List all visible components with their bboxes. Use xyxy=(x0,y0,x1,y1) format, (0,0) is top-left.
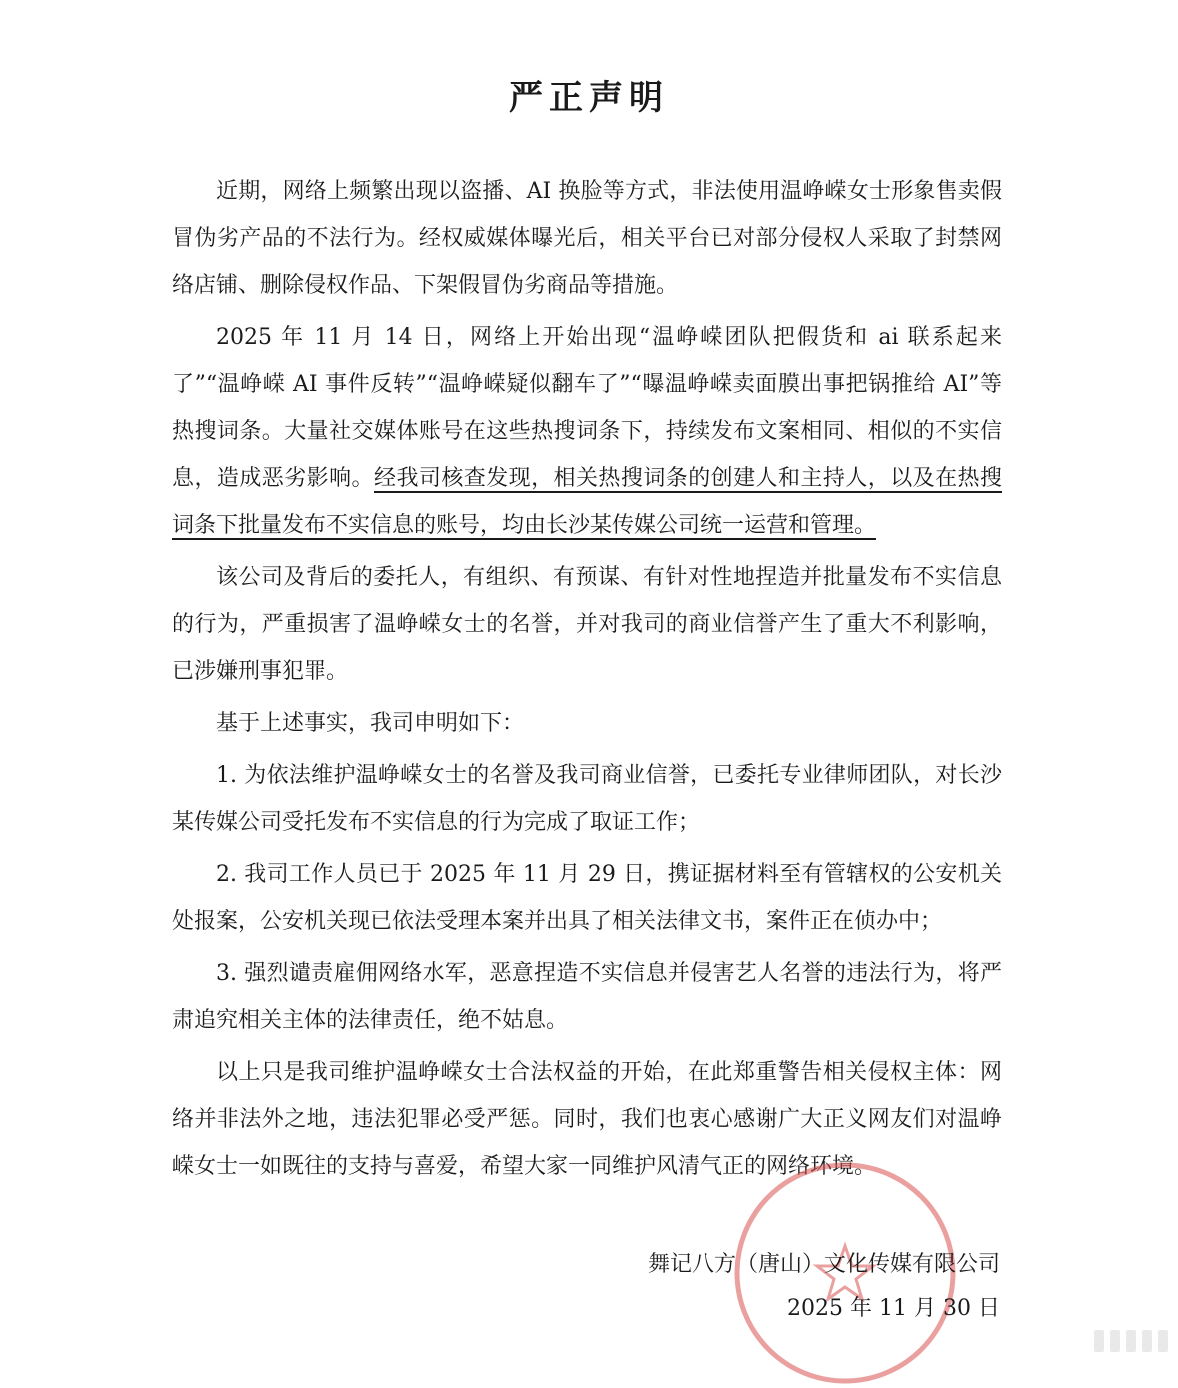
signature-date: 2025 年 11 月 30 日 xyxy=(787,1296,1000,1321)
watermark-icon xyxy=(1094,1330,1168,1352)
document-body xyxy=(172,168,1002,1190)
document-title: 严正声明 xyxy=(509,78,669,118)
declaration-item-1: 1. 为依法维护温峥嵘女士的名誉及我司商业信誉，已委托专业律师团队，对长沙某传媒公司受托发布不实信息的行为完成了取证工作； xyxy=(172,763,1002,835)
paragraph-declaration-lead: 基于上述事实，我司申明如下： xyxy=(216,711,525,736)
signature-company: 舞记八方（唐山）文化传媒有限公司 xyxy=(647,1252,1000,1277)
declaration-item-2: 2. 我司工作人员已于 2025 年 11 月 29 日，携证据材料至有管辖权的公安机关处报案，公安机关现已依法受理本案并出具了相关法律文书，案件正在侦办中； xyxy=(172,862,1002,934)
signature-block xyxy=(648,1243,1000,1331)
paragraph-incident xyxy=(172,314,1002,549)
paragraph-incident-text: 2025 年 11 月 14 日，网络上开始出现“温峥嵘团队把假货和 ai 联系起来了”“温峥嵘 AI 事件反转”“温峥嵘疑似翻车了”“曝温峥嵘卖面膜出事把锅推给 AI”等热搜词条。大量社交媒体账号在这些热搜词条下，持续发布文案相同、相似的不实信息，造成恶劣影响。 xyxy=(172,325,1002,491)
paragraph-accusation: 该公司及背后的委托人，有组织、有预谋、有针对性地捏造并批量发布不实信息的行为，严重损害了温峥嵘女士的名誉，并对我司的商业信誉产生了重大不利影响，已涉嫌刑事犯罪。 xyxy=(172,565,1002,684)
paragraph-closing: 以上只是我司维护温峥嵘女士合法权益的开始，在此郑重警告相关侵权主体：网络并非法外之地，违法犯罪必受严惩。同时，我们也衷心感谢广大正义网友们对温峥嵘女士一如既往的支持与喜爱，希望大家一同维护风清气正的网络环境。 xyxy=(172,1060,1002,1179)
paragraph-intro: 近期，网络上频繁出现以盗播、AI 换脸等方式，非法使用温峥嵘女士形象售卖假冒伪劣产品的不法行为。经权威媒体曝光后，相关平台已对部分侵权人采取了封禁网络店铺、删除侵权作品、下架假冒伪劣商品等措施。 xyxy=(172,179,1002,298)
paragraph-incident-finding: 经我司核查发现，相关热搜词条的创建人和主持人，以及在热搜词条下批量发布不实信息的账号，均由长沙某传媒公司统一运营和管理。 xyxy=(172,466,1002,538)
declaration-item-3: 3. 强烈谴责雇佣网络水军，恶意捏造不实信息并侵害艺人名誉的违法行为，将严肃追究相关主体的法律责任，绝不姑息。 xyxy=(172,961,1002,1033)
